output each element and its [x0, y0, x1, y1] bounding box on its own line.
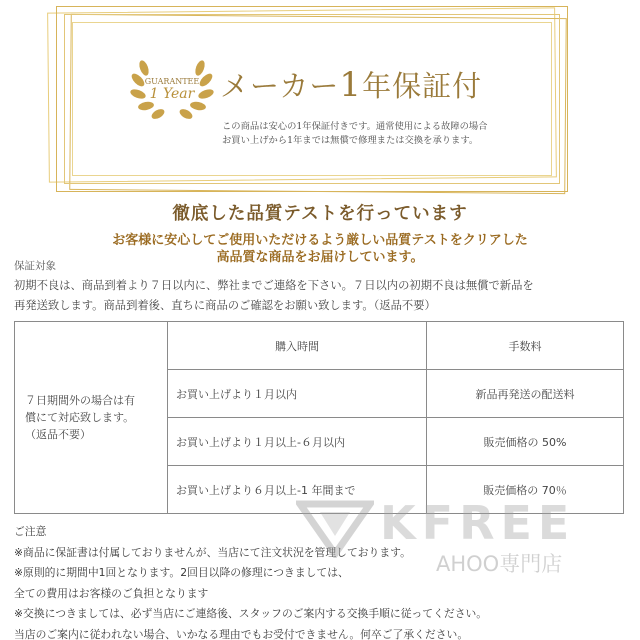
out-of-period-line: ７日期間外の場合は有	[25, 394, 135, 407]
guarantee-line: 初期不良は、商品到着より７日以内に、弊社までご連絡を下さい。７日以内の初期不良は無償で新品を	[14, 279, 534, 292]
banner-title-suffix: 年保証付	[362, 69, 483, 103]
notes-title: ご注意	[14, 525, 47, 538]
fee-table	[14, 321, 624, 514]
sub-heading-line: 高品質な商品をお届けしています。	[216, 250, 424, 265]
out-of-period-line: 償にて対応致します。	[25, 411, 135, 424]
row-period: お買い上げより１月以内	[168, 370, 427, 418]
guarantee-label: 保証対象	[14, 260, 56, 272]
guarantee-text	[14, 276, 628, 316]
banner-note-line: この商品は安心の1年保証付きです。通常使用による故障の場合	[222, 121, 488, 132]
laurel-badge-icon	[126, 50, 218, 122]
warranty-banner	[56, 6, 568, 192]
sub-heading-line: お客様に安心してご使用いただけるよう厳しい品質テストをクリアした	[112, 233, 528, 248]
out-of-period-cell	[15, 322, 168, 514]
notes-line: ※交換につきましては、必ず当店にご連絡後、スタッフのご案内する交換手順に従ってください。	[14, 607, 488, 620]
row-fee: 販売価格の 70％	[427, 466, 624, 514]
guarantee-line: 再発送致します。商品到着後、直ちに商品のご確認をお願い致します。（返品不要）	[14, 299, 436, 312]
header-fee: 手数料	[427, 322, 624, 370]
notes-line: ※商品に保証書は付属しておりませんが、当店にて注文状況を管理しております。	[14, 545, 411, 559]
watermark-brand: KFREE	[380, 496, 576, 550]
row-period: お買い上げより６月以上-1 年間まで	[168, 466, 427, 514]
watermark-sub: AHOO専門店	[436, 552, 563, 576]
table-header-row	[15, 322, 624, 370]
header-period: 購入時間	[168, 322, 427, 370]
banner-title-prefix: メーカー	[220, 69, 340, 103]
badge-sub-text: GUARANTEE	[144, 77, 200, 86]
banner-title-number: 1	[339, 65, 363, 105]
notes-line: ※原則的に期間中1回となります。2回目以降の修理につきましては、	[14, 566, 349, 579]
row-fee: 販売価格の 50%	[427, 418, 624, 466]
notes-line: 全ての費用はお客様のご負担となります	[14, 586, 209, 600]
row-fee: 新品再発送の配送料	[427, 370, 624, 418]
banner-note	[222, 120, 487, 148]
notes-section	[14, 522, 628, 640]
main-heading: 徹底した品質テストを行っています	[172, 204, 468, 224]
row-period: お買い上げより１月以上-６月以内	[168, 418, 427, 466]
notes-line: 当店のご案内に従われない場合、いかなる理由でもお受付できません。何卒ご了承ください。	[14, 627, 469, 640]
sub-heading	[0, 232, 640, 266]
badge-year-text: 1 Year	[149, 86, 195, 102]
banner-note-line: お買い上げから1年までは無償で修理または交換を承ります。	[222, 135, 479, 146]
out-of-period-line: （返品不要）	[25, 428, 91, 441]
banner-title	[220, 64, 482, 105]
